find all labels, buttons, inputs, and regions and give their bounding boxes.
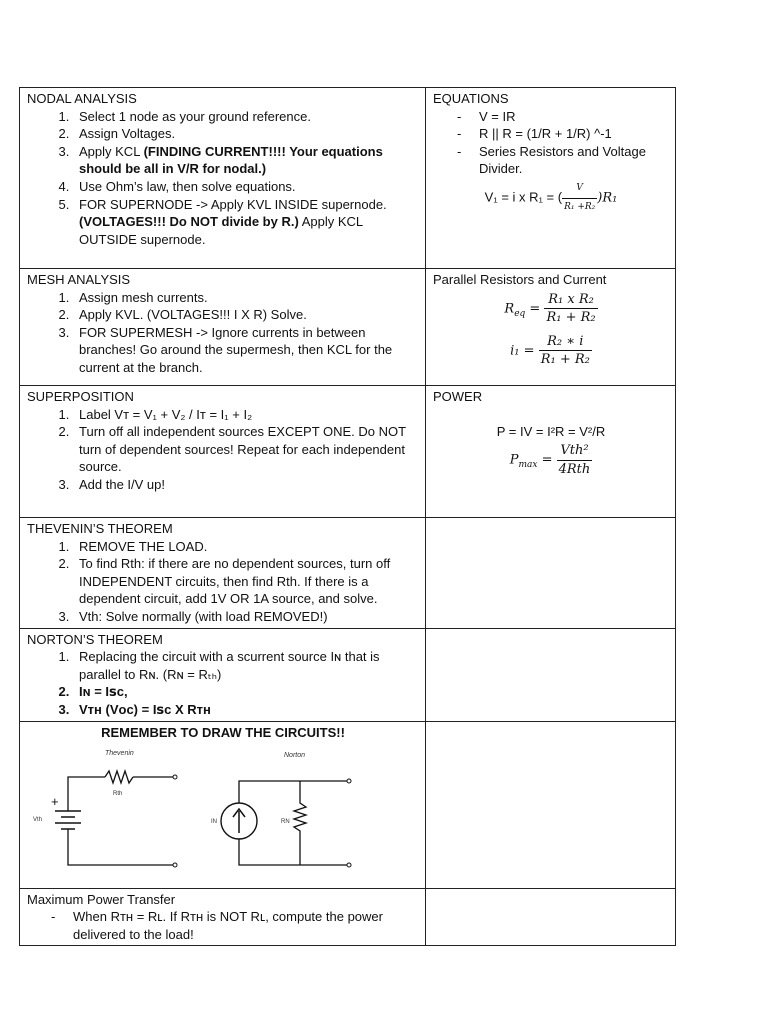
norton-terminal-a	[347, 779, 351, 783]
parallel-cell	[426, 269, 676, 386]
req-formula: $R_{eq}$ = $\frac{\text{R₁ x R₂}}{\text{R₁ + R₂}}$	[504, 291, 596, 326]
norton-title: NORTON’S THEOREM	[27, 631, 163, 647]
req-sub: eq	[514, 308, 526, 319]
norton-top-wire	[239, 781, 347, 803]
superposition-steps	[27, 406, 419, 494]
thevenin-step-3: 3. Vth: Solve normally (with load REMOVED!)	[73, 608, 419, 626]
cheat-sheet	[19, 87, 676, 942]
max-power-list	[27, 908, 419, 943]
req-den: R₁ + R₂	[546, 310, 596, 326]
rn-resistor	[294, 781, 306, 865]
pmax-num: Vth²	[557, 442, 593, 461]
nodal-step-1	[73, 108, 419, 126]
rn-label: RN	[281, 819, 290, 826]
i1-den: R₁ + R₂	[540, 352, 590, 368]
power-formula: P = IV = I²R = V²/R	[496, 423, 606, 439]
i1-lhs: i₁	[510, 343, 520, 359]
rth-resistor	[105, 771, 133, 783]
thevenin-diagram-label: Thevenin	[105, 750, 134, 758]
mesh-step-2: 2. Apply KVL. (VOLTAGES!!! I X R) Solve.	[73, 306, 419, 324]
circuits-title: REMEMBER TO DRAW THE CIRCUITS!!	[101, 724, 345, 740]
rth-label: Rth	[113, 791, 123, 798]
thevenin-empty-cell	[426, 518, 676, 629]
thevenin-terminal-b	[173, 863, 177, 867]
req-num: R₁ x R₂	[544, 291, 597, 310]
norton-diagram-label: Norton	[284, 752, 306, 760]
norton-cell	[20, 628, 426, 721]
row-circuits	[20, 721, 676, 888]
superposition-step-2: 2. Turn off all independent sources EXCEPT ONE. Do NOT turn of dependent sources! Repeat for each independent source.	[73, 423, 419, 476]
nodal-step-3	[73, 143, 419, 178]
max-power-empty-cell	[426, 888, 676, 946]
nodal-step-4-text: Use Ohm’s law, then solve equations.	[79, 178, 296, 194]
norton-bottom-wire	[239, 839, 347, 865]
superposition-cell	[20, 386, 426, 518]
norton-step-1: 1. Replacing the circuit with a scurrent source Iɴ that is parallel to Rɴ. (Rɴ = Rₜₕ)	[73, 648, 419, 683]
thevenin-step-1: 1. REMOVE THE LOAD.	[73, 538, 419, 556]
pmax-formula: $P_{max}$ = $\frac{\text{Vth²}}{\text{4Rth}}$	[509, 443, 591, 477]
equation-ohm: - V = IR	[479, 108, 669, 126]
thevenin-terminal-a	[173, 775, 177, 779]
mesh-step-1: 1. Assign mesh currents.	[73, 289, 419, 307]
row-thevenin	[20, 518, 676, 629]
i1-num: R₂ ∗ i	[539, 333, 592, 352]
equations-list	[433, 108, 669, 178]
in-label: IN	[211, 819, 217, 826]
thevenin-top-left-wire	[68, 777, 105, 811]
superposition-title: SUPERPOSITION	[27, 389, 134, 404]
circuit-diagrams	[27, 741, 419, 881]
thevenin-steps	[27, 538, 419, 626]
thevenin-title: THEVENIN’S THEOREM	[27, 521, 173, 536]
power-title: POWER	[433, 389, 483, 404]
pmax-fraction	[557, 442, 593, 478]
row-nodal	[20, 88, 676, 269]
thevenin-step-2: 2. To find Rth: if there are no dependent sources, turn off INDEPENDENT circuits, then find Rth. If there is a dependent circuit, add 1V OR 1A source, and solve.	[73, 555, 419, 608]
equations-cell	[426, 88, 676, 269]
nodal-step-2	[73, 125, 419, 143]
mesh-step-3: 3. FOR SUPERMESH -> Ignore currents in between branches! Go around the supermesh, then KCL for the current at the branch.	[73, 324, 419, 377]
voltage-divider-formula	[433, 180, 669, 216]
equation-parallel: - R || R = (1/R + 1/R) ^-1	[479, 125, 669, 143]
nodal-step-2-text: Assign Voltages.	[79, 126, 176, 142]
divider-lhs: V₁ = i x R₁ = (	[484, 189, 563, 205]
nodal-title: NODAL ANALYSIS	[27, 91, 137, 106]
nodal-step-3-text: Apply KCL	[79, 143, 144, 159]
max-power-cell	[20, 888, 426, 946]
req-fraction	[544, 291, 597, 327]
mesh-cell	[20, 269, 426, 386]
mesh-steps	[27, 289, 419, 377]
pmax-den: 4Rth	[558, 461, 591, 477]
nodal-step-4	[73, 178, 419, 196]
row-norton	[20, 628, 676, 721]
row-max-power	[20, 888, 676, 946]
nodal-step-5-text: FOR SUPERNODE -> Apply KVL INSIDE supernode.	[79, 196, 387, 212]
superposition-step-1: 1. Label Vᴛ = V₁ + V₂ / Iᴛ = I₁ + I₂	[73, 406, 419, 424]
nodal-step-5	[73, 196, 419, 249]
req-lhs: R	[504, 301, 515, 317]
circuit-diagrams-svg	[27, 741, 417, 881]
max-power-item: - When Rᴛʜ = Rʟ. If Rᴛʜ is NOT Rʟ, compute the power delivered to the load!	[73, 908, 419, 943]
row-mesh	[20, 269, 676, 386]
norton-step-2: 2. Iɴ = Iꜱᴄ,	[73, 683, 419, 701]
i1-fraction	[539, 333, 592, 369]
superposition-step-3: 3. Add the I/V up!	[73, 476, 419, 494]
max-power-title: Maximum Power Transfer	[27, 891, 176, 907]
nodal-step-5-tail: Apply KCL OUTSIDE supernode.	[79, 214, 363, 247]
nodal-steps	[27, 108, 419, 249]
pmax-lhs: P	[509, 452, 519, 468]
thevenin-bottom-wire	[68, 829, 173, 865]
norton-steps	[27, 648, 419, 718]
mesh-title: MESH ANALYSIS	[27, 272, 131, 287]
row-superposition	[20, 386, 676, 518]
divider-den: R₁ +R₂	[564, 201, 596, 212]
nodal-step-3-bold: (FINDING CURRENT!!!! Your equations should be all in V/R for nodal.)	[79, 143, 383, 177]
circuits-empty-cell	[426, 721, 676, 888]
pmax-sub: max	[518, 460, 538, 471]
thevenin-cell	[20, 518, 426, 629]
norton-empty-cell	[426, 628, 676, 721]
divider-num: V	[562, 180, 597, 199]
circuits-cell	[20, 721, 426, 888]
norton-terminal-b	[347, 863, 351, 867]
i1-formula: i₁ = $\frac{\text{R₂ ∗ i}}{\text{R₁ + R₂}}$	[510, 333, 590, 368]
nodal-step-5-bold: (VOLTAGES!!! Do NOT divide by R.)	[79, 214, 299, 230]
vth-label: Vth	[33, 817, 43, 824]
nodal-cell	[20, 88, 426, 269]
notes-table	[19, 87, 676, 946]
norton-step-3: 3. Vᴛʜ (Vᴏᴄ) = Iꜱᴄ X Rᴛʜ	[73, 701, 419, 719]
nodal-step-1-text: Select 1 node as your ground reference.	[79, 108, 311, 124]
power-cell	[426, 386, 676, 518]
equation-divider-label: - Series Resistors and Voltage Divider.	[479, 143, 669, 178]
parallel-title: Parallel Resistors and Current	[433, 272, 607, 287]
equations-title: EQUATIONS	[433, 91, 509, 106]
divider-fraction	[562, 180, 597, 216]
divider-rhs: )R₁	[597, 190, 618, 206]
plus-sign: +	[51, 794, 59, 810]
